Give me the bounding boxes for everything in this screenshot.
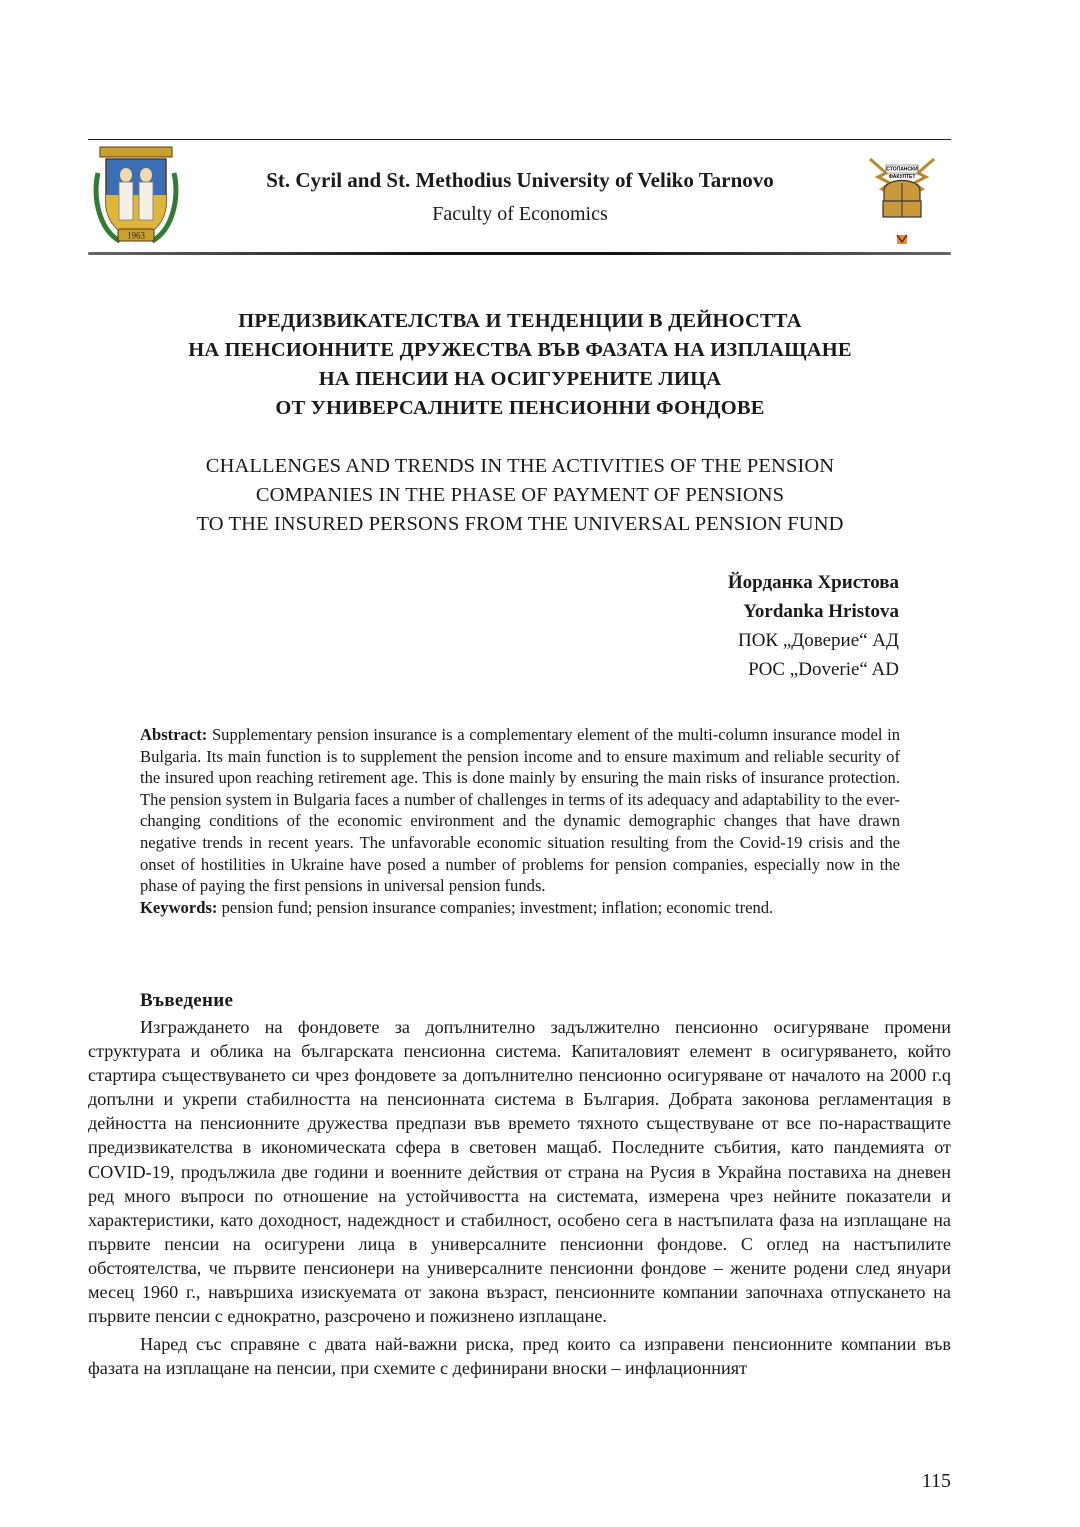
header-bottom-rule [88, 252, 951, 255]
section-heading: Въведение [140, 990, 234, 1011]
header-top-rule [88, 139, 951, 140]
body-text [88, 1015, 951, 1380]
title-bg-line: ПРЕДИЗВИКАТЕЛСТВА И ТЕНДЕНЦИИ В ДЕЙНОСТТА [238, 310, 802, 332]
abstract-text: Supplementary pension insurance is a complementary element of the multi-column insurance model in Bulgaria. Its main function is to supplement the pension income and to ensure maximum and reliable security of the insured upon reaching retirement age. This is done mainly by ensuring the main risks of insurance protection. The pension system in Bulgaria faces a number of challenges in terms of its adequacy and adaptability to the ever-changing conditions of the economic environment and the dynamic demographic changes that have drawn negative trends in recent years. The unfavorable economic situation resulting from the Covid-19 crisis and the onset of hostilities in Ukraine have posed a number of problems for pension companies, especially now in the phase of paying the first pensions in universal pension funds. [140, 725, 900, 896]
university-crest-icon [90, 143, 182, 247]
page-number: 115 [921, 1470, 951, 1492]
university-name: St. Cyril and St. Methodius University of Veliko Tarnovo [266, 168, 774, 192]
faculty-seal-icon [866, 143, 938, 249]
seal-text-line1: СТОПАНСКИ [886, 166, 918, 173]
keywords-label: Keywords: [140, 897, 218, 917]
author-block [728, 568, 899, 684]
paragraph: Наред със справяне с двата най-важни риска, пред които са изправени пенсионните компании във фазата на изплащане на пенсии, при схемите с дефинирани вноски – инфлационният [88, 1334, 951, 1379]
title-en-line: COMPANIES IN THE PHASE OF PAYMENT OF PENSIONS [255, 484, 785, 506]
title-en-line: TO THE INSURED PERSONS FROM THE UNIVERSAL PENSION FUND [196, 513, 844, 535]
crest-year: 1963 [127, 230, 145, 241]
title-en-line: CHALLENGES AND TRENDS IN THE ACTIVITIES OF THE PENSION [205, 455, 835, 477]
author-affiliation-en: POC „Doverie“ AD [748, 659, 899, 680]
abstract-label: Abstract: [140, 725, 208, 744]
author-name-en: Yordanka Hristova [743, 601, 899, 622]
faculty-name: Faculty of Economics [432, 203, 608, 225]
author-name-bg: Йорданка Христова [727, 572, 899, 593]
abstract-section [140, 724, 900, 918]
title-bg-line: ОТ УНИВЕРСАЛНИТЕ ПЕНСИОННИ ФОНДОВЕ [275, 397, 765, 419]
title-bg-line: НА ПЕНСИИ НА ОСИГУРЕНИТЕ ЛИЦА [318, 368, 722, 390]
title-bg-line: НА ПЕНСИОННИТЕ ДРУЖЕСТВА ВЪВ ФАЗАТА НА ИЗПЛАЩАНЕ [188, 339, 852, 361]
paragraph: Изграждането на фондовете за допълнително задължително пенсионно осигуряване промени структурата и облика на българската пенсионна система. Капиталовият елемент в осигуряването, който стартира съществуването си чрез фондовете за допълнително пенсионно осигуряване от началото на 2000 г.q допълни и укрепи стабилността на пенсионната система в България. Добрата законова регламентация в дейността на пенсионните дружества предпази във времето тяхното съществуване от все по-нарастващите предизвикателства в икономическата сфера в световен мащаб. Последните събития, като пандемията от COVID-19, продължила две години и военните действия от страна на Русия в Украйна поставиха на дневен ред много въпроси по отношение на устойчивостта на системата, измерена чрез нейните показатели и характеристики, като доходност, надеждност и стабилност, особено сега в настъпилата фаза на изплащане на първите пенсии на осигурени лица в универсалните пенсионни фондове. С оглед на настъпилите обстоятелства, че първите пенсионери на универсалните пенсионни фондове – жените родени след януари месец 1960 г., навършиха изискуемата от закона възраст, пенсионните компании започнаха отпускането на първите пенсии с еднократно, разсрочено и пожизнено изплащане. [88, 1017, 951, 1327]
title-bulgarian [0, 307, 1040, 423]
seal-text-line2: ФАКУЛТЕТ [888, 174, 916, 180]
author-affiliation-bg: ПОК „Доверие“ АД [737, 630, 899, 651]
keywords-text: pension fund; pension insurance companies; investment; inflation; economic trend. [221, 897, 774, 917]
title-english [0, 452, 1040, 539]
